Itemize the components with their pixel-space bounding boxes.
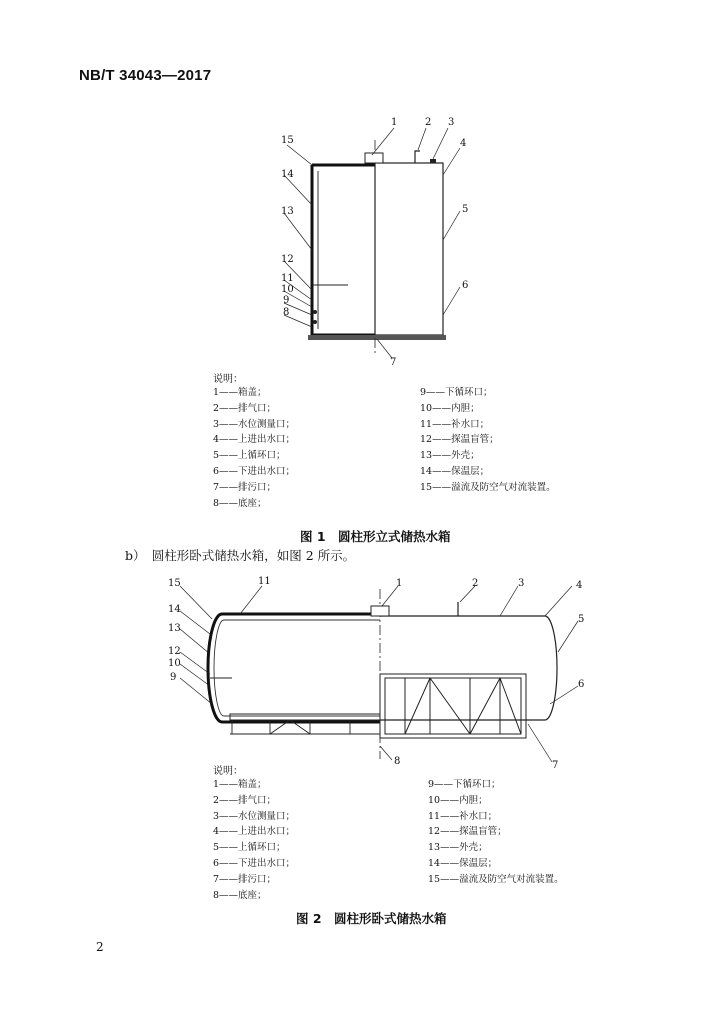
legend-item: 5——上循环口；	[213, 450, 286, 462]
figure-1-drawing	[270, 115, 480, 370]
legend-item: 14——保温层；	[428, 857, 498, 869]
legend-item: 8——底座；	[213, 497, 267, 509]
legend-item: 3——水位测量口；	[213, 418, 296, 430]
callout-14: 14	[168, 604, 181, 615]
legend-item: 8——底座；	[213, 889, 267, 901]
callout-8: 8	[283, 307, 290, 318]
callout-9: 9	[283, 295, 290, 306]
vertical-tank-diagram	[270, 115, 480, 370]
callout-4: 4	[460, 138, 467, 149]
legend-item: 9——下循环口；	[420, 387, 493, 398]
callout-12: 12	[168, 646, 181, 657]
legend-item: 13——外壳；	[428, 842, 488, 854]
callout-10: 10	[168, 658, 181, 669]
legend-item: 10——内胆；	[428, 794, 488, 806]
figure-1-legend-title: 说明：	[213, 374, 243, 385]
callout-1: 1	[396, 578, 403, 589]
tank-lid	[371, 606, 389, 616]
tank-outer-shell	[380, 616, 557, 720]
legend-item: 2——排气口；	[213, 402, 277, 414]
legend-item: 3——水位测量口；	[213, 810, 296, 822]
callout-4: 4	[576, 580, 583, 591]
callout-9: 9	[170, 672, 177, 683]
callout-7: 7	[552, 760, 559, 770]
callout-13: 13	[281, 206, 294, 217]
paragraph-b: b） 圆柱形卧式储热水箱，如图 2 所示。	[125, 548, 356, 563]
level-port	[430, 159, 436, 163]
callout-14: 14	[281, 169, 294, 180]
callout-3: 3	[518, 578, 525, 589]
legend-item: 2——排气口；	[213, 794, 277, 806]
legend-item: 6——下进出水口；	[213, 465, 296, 477]
legend-item: 7——排污口；	[213, 481, 277, 493]
insulation-layer-left	[208, 614, 380, 722]
callout-3: 3	[448, 117, 455, 128]
legend-item: 12——探温盲管；	[428, 826, 507, 838]
figure-2-legend-title: 说明：	[213, 766, 243, 777]
figure-2-legend-right	[428, 777, 564, 888]
page-number: 2	[96, 940, 104, 954]
legend-item: 11——补水口；	[428, 810, 498, 822]
legend-item: 5——上循环口；	[213, 842, 286, 854]
callout-2: 2	[472, 578, 479, 589]
callout-10: 10	[281, 284, 294, 295]
legend-item: 12——探温盲管；	[420, 434, 499, 446]
callout-15: 15	[281, 135, 294, 146]
legend-item: 4——上进出水口；	[213, 826, 296, 838]
figure-1-legend-left	[213, 385, 295, 511]
callout-8: 8	[394, 756, 401, 767]
legend-item: 10——内胆；	[420, 402, 480, 414]
figure-1-legend-right	[420, 385, 556, 496]
callout-15: 15	[168, 578, 181, 589]
figure-1-caption: 图 1 圆柱形立式储热水箱	[300, 529, 451, 544]
callout-5: 5	[462, 204, 469, 215]
document-id: NB/T 34043—2017	[79, 67, 212, 84]
legend-item: 1——箱盖；	[213, 387, 267, 398]
figure-2-caption: 图 2 圆柱形卧式储热水箱	[296, 911, 447, 926]
callout-11: 11	[258, 576, 271, 587]
vent-pipe	[415, 151, 420, 163]
tank-lid	[365, 153, 383, 163]
callout-12: 12	[281, 254, 294, 265]
figure-2-legend-left	[213, 777, 295, 903]
tank-outer-shell	[375, 163, 443, 335]
legend-item: 7——排污口；	[213, 873, 277, 885]
legend-item: 11——补水口；	[420, 418, 490, 430]
legend-item: 13——外壳；	[420, 450, 480, 462]
legend-item: 1——箱盖；	[213, 779, 267, 790]
callout-5: 5	[578, 614, 585, 625]
callout-2: 2	[425, 117, 432, 128]
callout-13: 13	[168, 623, 181, 634]
callout-6: 6	[462, 280, 469, 291]
callout-1: 1	[391, 117, 398, 128]
callout-7: 7	[390, 357, 397, 368]
figure-2-drawing	[160, 574, 600, 770]
callout-11: 11	[281, 273, 294, 284]
tank-base	[380, 674, 526, 738]
callout-6: 6	[578, 679, 585, 690]
legend-item: 15——溢流及防空气对流装置。	[420, 481, 556, 493]
legend-item: 6——下进出水口；	[213, 857, 296, 869]
legend-item: 9——下循环口；	[428, 779, 501, 790]
legend-item: 4——上进出水口；	[213, 434, 296, 446]
horizontal-tank-diagram	[160, 574, 600, 770]
legend-item: 15——溢流及防空气对流装置。	[428, 873, 564, 885]
legend-item: 14——保温层；	[420, 465, 490, 477]
